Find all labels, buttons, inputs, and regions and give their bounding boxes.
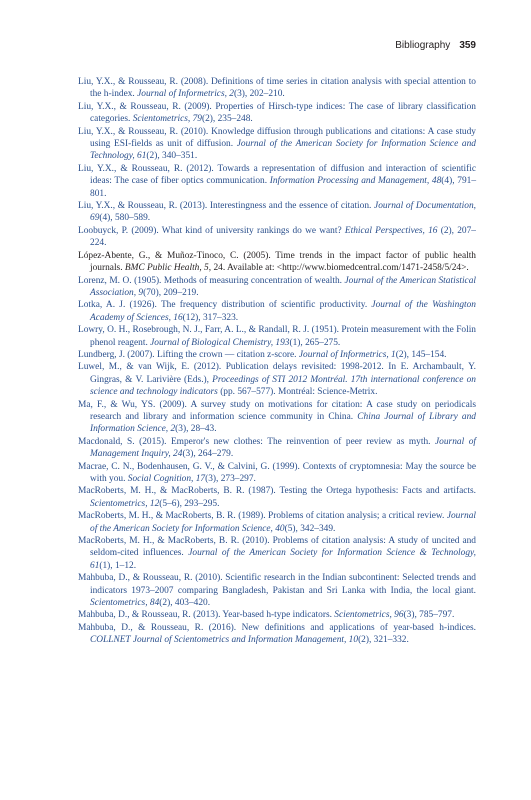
page-number: 359: [459, 40, 476, 51]
reference-text: Liu, Y.X., & Rousseau, R. (2009). Properties of Hirsch-type indices: The case of library classification categories.: [78, 101, 476, 125]
reference-text: MacRoberts, M. H., & MacRoberts, B. R. (1987). Testing the Ortega hypothesis: Facts and artifacts.: [78, 486, 476, 497]
reference-entry[interactable]: [78, 572, 476, 609]
reference-entry[interactable]: [78, 76, 476, 101]
reference-text: Mahbuba, D., & Rousseau, R. (2016). New definitions and applications of year-based h-indices.: [78, 622, 476, 633]
reference-entry[interactable]: [78, 126, 476, 163]
reference-entry[interactable]: [78, 485, 476, 510]
reference-source: Information Processing and Management, 48: [269, 176, 442, 187]
reference-text: MacRoberts, M. H., & MacRoberts, B. R. (2010). Problems of citation analysis: A study of uncited and seldom-cited influences.: [78, 536, 476, 559]
reference-text: (2), 321–332.: [358, 635, 409, 646]
reference-entry[interactable]: [78, 163, 476, 200]
reference-text: (5–6), 293–295.: [159, 498, 220, 509]
reference-entry[interactable]: [78, 275, 476, 300]
reference-text: MacRoberts, M. H., & MacRoberts, B. R. (1989). Problems of citation analysis; a critical review.: [78, 511, 447, 522]
reference-source: Scientometrics, 79: [132, 114, 202, 125]
reference-text: (3), 273–297.: [205, 474, 256, 484]
reference-entry[interactable]: [78, 225, 476, 250]
reference-text: (4), 580–589.: [99, 213, 151, 224]
reference-source: Journal of the American Society for Information Science, 40: [90, 511, 476, 534]
reference-source: Scientometrics, 84: [90, 598, 160, 609]
reference-entry[interactable]: [78, 510, 476, 535]
reference-source: Ethical Perspectives, 16: [344, 225, 438, 236]
reference-source: Journal of the Washington Academy of Sciences, 16: [90, 300, 476, 323]
reference-source: Journal of the American Statistical Association, 9: [90, 275, 476, 298]
reference-text: (5), 342–349.: [284, 523, 336, 534]
reference-text: Ma, F., & Wu, YS. (2009). A survey study on motivations for citation: A case study on periodicals research and library and information science community in China.: [78, 399, 476, 422]
reference-text: Liu, Y.X., & Rousseau, R. (2010). Knowledge diffusion through publications and citations: A case study using ESI-fields as unit of diffusion.: [78, 126, 476, 150]
reference-entry[interactable]: [78, 200, 476, 225]
reference-text: (3), 202–210.: [234, 89, 285, 100]
reference-entry: [78, 250, 476, 275]
reference-source: Proceedings of STI 2012 Montréal. 17th international conference on science and technology indicators: [90, 374, 476, 398]
reference-source: Journal of Management Inquiry, 24: [90, 436, 476, 460]
reference-text: (pp. 567–577). Montréal: Science-Metrix.: [217, 387, 378, 398]
reference-text: Luwel, M., & van Wijk, E. (2012). Publication delays revisited: 1998-2012. In E. Archambault, Y. Gingras, & V. Larivière (Eds.),: [78, 362, 476, 385]
reference-list: [78, 76, 476, 647]
reference-source: Journal of Informetrics, 1: [298, 349, 396, 360]
reference-text: (3), 28–43.: [175, 424, 217, 435]
reference-entry[interactable]: [78, 535, 476, 572]
reference-text: Mahbuba, D., & Rousseau, R. (2013). Year-based h-type indicators.: [78, 610, 335, 621]
reference-text: (1), 1–12.: [99, 560, 137, 571]
reference-text: (70), 209–219.: [143, 287, 199, 298]
reference-entry[interactable]: [78, 324, 476, 349]
reference-source: Journal of Informetrics, 2: [137, 89, 234, 100]
reference-text: (1), 265–275.: [289, 337, 341, 348]
reference-source: Journal of Biological Chemistry, 193: [150, 337, 290, 348]
reference-entry[interactable]: [78, 622, 476, 647]
reference-source: China Journal of Library and Information Science, 2: [90, 411, 476, 435]
reference-source: Journal of Documentation, 69: [90, 201, 476, 224]
reference-entry[interactable]: [78, 299, 476, 324]
section-title: Bibliography: [395, 40, 451, 51]
reference-text: Loobuyck, P. (2009). What kind of university rankings do we want?: [78, 225, 345, 236]
reference-text: Liu, Y.X., & Rousseau, R. (2013). Interestingness and the essence of citation.: [78, 201, 375, 212]
reference-entry[interactable]: [78, 609, 476, 621]
reference-text: Macrae, C. N., Bodenhausen, G. V., & Calvini, G. (1999). Contexts of cryptomnesia: May the source be with you.: [78, 461, 476, 484]
reference-text: Lundberg, J. (2007). Lifting the crown — citation z-score.: [78, 349, 299, 360]
reference-text: (2), 207–224.: [90, 225, 476, 249]
reference-text: (2), 403–420.: [159, 598, 211, 609]
reference-source: Social Cognition, 17: [127, 474, 206, 484]
reference-source: Scientometrics, 12: [90, 498, 160, 509]
reference-source: Journal of the American Society for Information Science and Technology, 61: [90, 139, 476, 162]
reference-text: (4), 791–801.: [90, 176, 477, 199]
reference-text: Lotka, A. J. (1926). The frequency distribution of scientific productivity.: [78, 300, 372, 311]
reference-text: Lorenz, M. O. (1905). Methods of measuring concentration of wealth.: [78, 275, 345, 286]
reference-text: Lowry, O. H., Rosebrough, N. J., Farr, A. L., & Randall, R. J. (1951). Protein measurement with the Folin phenol reagent.: [78, 325, 476, 348]
reference-entry[interactable]: [78, 399, 476, 436]
reference-entry[interactable]: [78, 349, 476, 361]
reference-source: COLLNET Journal of Scientometrics and Information Management, 10: [90, 635, 359, 646]
reference-text: (12), 317–323.: [182, 312, 239, 323]
reference-source: Journal of the American Society for Information Science & Technology, 61: [90, 548, 476, 571]
reference-text: , 24. Available at: <http://www.biomedcentral.com/1471-2458/5/24>.: [208, 263, 469, 274]
reference-text: (2), 145–154.: [395, 349, 447, 360]
running-header: [395, 40, 476, 51]
reference-text: (3), 264–279.: [182, 449, 234, 460]
reference-text: Mahbuba, D., & Rousseau, R. (2010). Scientific research in the Indian subcontinent: Selected trends and indicators 1973–2007 comparing Bangladesh, Pakistan and Sri Lanka with India, the local giant.: [78, 573, 476, 596]
reference-source: Scientometrics, 96: [334, 610, 404, 621]
reference-text: (3), 785–797.: [403, 610, 455, 621]
reference-text: López-Abente, G., & Muñoz-Tinoco, C. (2005). Time trends in the impact factor of public health journals.: [78, 250, 476, 274]
reference-text: (2), 340–351.: [146, 151, 198, 162]
reference-text: Liu, Y.X., & Rousseau, R. (2012). Towards a representation of diffusion and interaction of scientific ideas: The case of fiber optics communication.: [78, 163, 476, 187]
reference-entry[interactable]: [78, 461, 476, 486]
reference-source: BMC Public Health, 5: [124, 263, 209, 274]
reference-entry[interactable]: [78, 436, 476, 461]
reference-text: Liu, Y.X., & Rousseau, R. (2008). Definitions of time series in citation analysis with special attention to the h-index.: [78, 77, 476, 100]
reference-text: Macdonald, S. (2015). Emperor's new clothes: The reinvention of peer review as myth.: [78, 436, 436, 447]
reference-entry[interactable]: [78, 101, 476, 126]
reference-text: (2), 235–248.: [201, 114, 253, 125]
reference-entry[interactable]: [78, 361, 476, 398]
